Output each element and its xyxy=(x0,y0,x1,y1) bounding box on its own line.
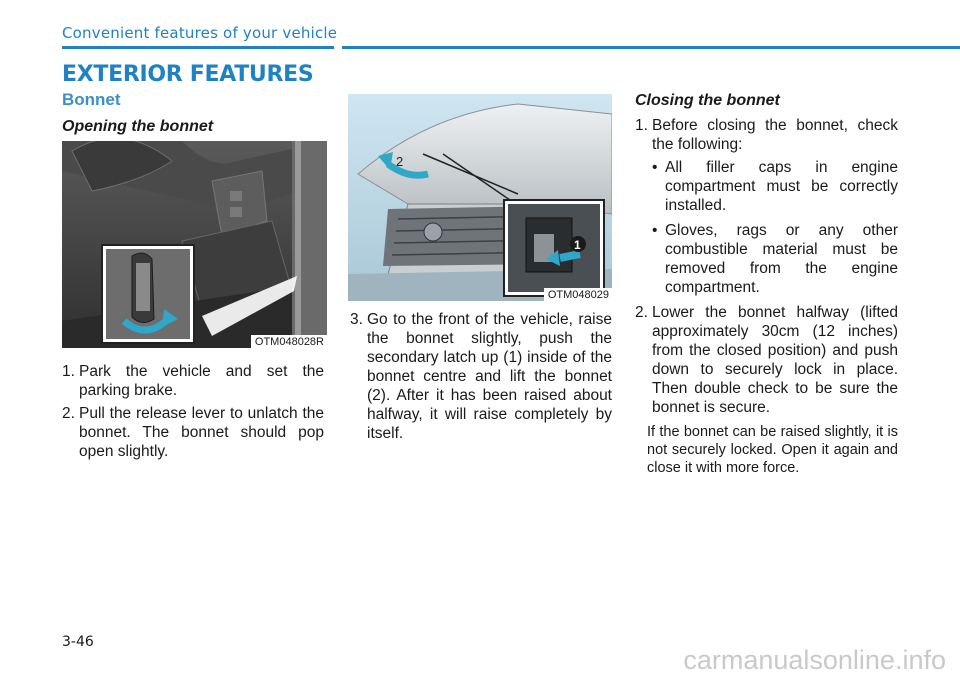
check-text: Gloves, rags or any other combustible material must be removed from the engine compartment. xyxy=(665,222,898,296)
bonnet-latch-illustration xyxy=(348,94,612,301)
step-text: Park the vehicle and set the parking brake. xyxy=(79,363,324,399)
subsection-title: Bonnet xyxy=(62,90,121,109)
figure-code: OTM048029 xyxy=(544,288,612,301)
callout-1: 1 xyxy=(574,238,581,252)
release-lever-drawing xyxy=(62,141,327,348)
check-item: • Gloves, rags or any other combustible material must be removed from the engine compartment. xyxy=(652,222,898,296)
release-lever-illustration xyxy=(62,141,327,348)
front-steps xyxy=(350,310,612,447)
check-item: • All filler caps in engine compartment must be correctly installed. xyxy=(652,159,898,214)
bonnet-latch-drawing xyxy=(348,94,612,301)
callout-2: 2 xyxy=(396,154,404,169)
step-text: Lower the bonnet halfway (lifted approximately 30cm (12 inches) from the closed position) and push down to securely lock in place. Then double check to be sure the bonnet is secure. xyxy=(652,304,898,416)
chapter-title: Convenient features of your vehicle xyxy=(62,24,338,42)
closing-note: If the bonnet can be raised slightly, it is not securely locked. Open it again and close it with more force. xyxy=(647,424,898,476)
opening-heading: Opening the bonnet xyxy=(62,118,214,135)
step-text: Pull the release lever to unlatch the bonnet. The bonnet should pop open slightly. xyxy=(79,405,324,460)
step-item: 1. Before closing the bonnet, check the following: • All filler caps in engine compartment must be correctly installed. • Gloves, rags or any other combustible material must be removed from the engine compartment. xyxy=(635,117,898,296)
step-item: 2. Pull the release lever to unlatch the bonnet. The bonnet should pop open slightly. xyxy=(62,405,324,460)
step-item: 1. Park the vehicle and set the parking brake. xyxy=(62,363,324,399)
step-text: Before closing the bonnet, check the following: xyxy=(652,117,898,153)
page-number: 3-46 xyxy=(62,634,94,650)
figure-code: OTM048028R xyxy=(251,335,327,348)
step-item: 3. Go to the front of the vehicle, raise the bonnet slightly, push the secondary latch up (1) inside of the bonnet centre and lift the bonnet (2). After it has been raised about halfway, it will raise completely by itself. xyxy=(350,311,612,442)
opening-steps xyxy=(62,362,324,465)
watermark: carmanualsonline.info xyxy=(683,645,946,675)
check-text: All filler caps in engine compartment must be correctly installed. xyxy=(665,159,898,214)
step-item: 2. Lower the bonnet halfway (lifted approximately 30cm (12 inches) from the closed position) and push down to securely lock in place. Then double check to be sure the bonnet is secure. xyxy=(635,304,898,416)
header-rule-gap xyxy=(334,44,342,51)
header-rule xyxy=(62,46,960,49)
closing-heading: Closing the bonnet xyxy=(635,92,780,109)
check-list xyxy=(652,158,898,297)
section-title: EXTERIOR FEATURES xyxy=(62,62,314,87)
step-text: Go to the front of the vehicle, raise the bonnet slightly, push the secondary latch up (1) inside of the bonnet centre and lift the bonnet (2). After it has been raised about halfway, it will raise completely by itself. xyxy=(367,311,612,442)
closing-steps xyxy=(635,116,898,477)
